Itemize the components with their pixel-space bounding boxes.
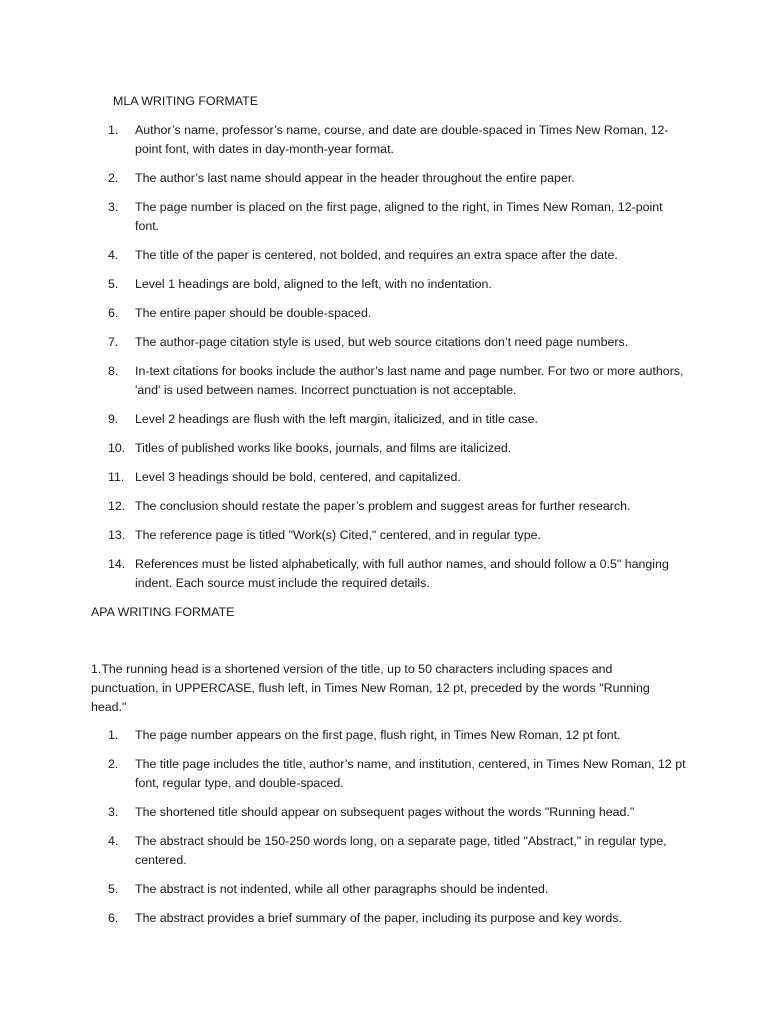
list-item-number: 1. — [108, 728, 119, 742]
list-item-text: Level 2 headings are flush with the left margin, italicized, and in title case. — [135, 412, 538, 426]
apa-section-heading: APA WRITING FORMATE — [91, 605, 235, 619]
list-item — [108, 468, 688, 487]
list-item — [108, 169, 688, 188]
list-item — [108, 555, 688, 593]
mla-rules-list — [108, 121, 688, 603]
list-item-text: The abstract is not indented, while all other paragraphs should be indented. — [135, 882, 549, 896]
list-item-number: 9. — [108, 412, 119, 426]
list-item — [108, 755, 688, 793]
list-item — [108, 526, 688, 545]
apa-rules-list — [108, 726, 688, 938]
list-item-text: Level 1 headings are bold, aligned to the left, with no indentation. — [135, 277, 492, 291]
list-item-text: The entire paper should be double-spaced. — [135, 306, 372, 320]
apa-intro-paragraph: 1.The running head is a shortened version of the title, up to 50 characters including spaces and punctuation, in UPPERCASE, flush left, in Times New Roman, 12 pt, preceded by the words "Running head." — [91, 662, 650, 714]
list-item-text: Titles of published works like books, journals, and films are italicized. — [135, 441, 512, 455]
list-item-number: 12. — [108, 499, 126, 513]
list-item-number: 3. — [108, 200, 119, 214]
list-item-text: The abstract should be 150-250 words long, on a separate page, titled "Abstract," in regular type, centered. — [135, 834, 667, 867]
list-item-number: 6. — [108, 911, 119, 925]
list-item — [108, 726, 688, 745]
list-item-number: 2. — [108, 171, 119, 185]
list-item-number: 11. — [108, 470, 125, 484]
list-item-text: Level 3 headings should be bold, centered, and capitalized. — [135, 470, 461, 484]
list-item-number: 1. — [108, 123, 119, 137]
list-item-text: References must be listed alphabetically, with full author names, and should follow a 0.5" hanging indent. Each source must include the required details. — [135, 557, 669, 590]
list-item-number: 7. — [108, 335, 119, 349]
list-item-text: The page number appears on the first page, flush right, in Times New Roman, 12 pt font. — [135, 728, 621, 742]
list-item-text: The shortened title should appear on subsequent pages without the words "Running head." — [135, 805, 635, 819]
mla-section-heading: MLA WRITING FORMATE — [113, 94, 259, 108]
list-item — [108, 246, 688, 265]
list-item-text: The conclusion should restate the paper’s problem and suggest areas for further research. — [135, 499, 631, 513]
list-item — [108, 909, 688, 928]
list-item — [108, 275, 688, 294]
list-item-text: The author-page citation style is used, but web source citations don’t need page numbers. — [135, 335, 629, 349]
list-item-number: 2. — [108, 757, 119, 771]
list-item-text: The title of the paper is centered, not bolded, and requires an extra space after the date. — [135, 248, 618, 262]
list-item-number: 14. — [108, 557, 126, 571]
list-item — [108, 803, 688, 822]
list-item-text: The abstract provides a brief summary of the paper, including its purpose and key words. — [135, 911, 622, 925]
list-item-text: The reference page is titled "Work(s) Cited," centered, and in regular type. — [135, 528, 541, 542]
list-item-text: The author’s last name should appear in the header throughout the entire paper. — [135, 171, 575, 185]
list-item-text: The title page includes the title, author’s name, and institution, centered, in Times New Roman, 12 pt font, regular type, and double-spaced. — [135, 757, 686, 790]
list-item-number: 13. — [108, 528, 126, 542]
list-item-number: 5. — [108, 882, 119, 896]
list-item-number: 4. — [108, 248, 119, 262]
list-item-number: 4. — [108, 834, 119, 848]
list-item — [108, 121, 688, 159]
list-item — [108, 304, 688, 323]
list-item-text: Author’s name, professor’s name, course, and date are double-spaced in Times New Roman, 12-point font, with dates in day-month-year format. — [135, 123, 669, 156]
list-item — [108, 333, 688, 352]
list-item-number: 10. — [108, 441, 126, 455]
list-item-number: 3. — [108, 805, 119, 819]
list-item-text: In-text citations for books include the author’s last name and page number. For two or more authors, 'and' is used between names. Incorrect punctuation is not acceptable. — [135, 364, 684, 397]
list-item-number: 6. — [108, 306, 119, 320]
list-item — [108, 880, 688, 899]
list-item — [108, 410, 688, 429]
list-item-number: 5. — [108, 277, 119, 291]
list-item-number: 8. — [108, 364, 119, 378]
list-item — [108, 832, 688, 870]
list-item-text: The page number is placed on the first page, aligned to the right, in Times New Roman, 12-point font. — [135, 200, 663, 233]
list-item — [108, 439, 688, 458]
list-item — [108, 198, 688, 236]
list-item — [108, 497, 688, 516]
list-item — [108, 362, 688, 400]
